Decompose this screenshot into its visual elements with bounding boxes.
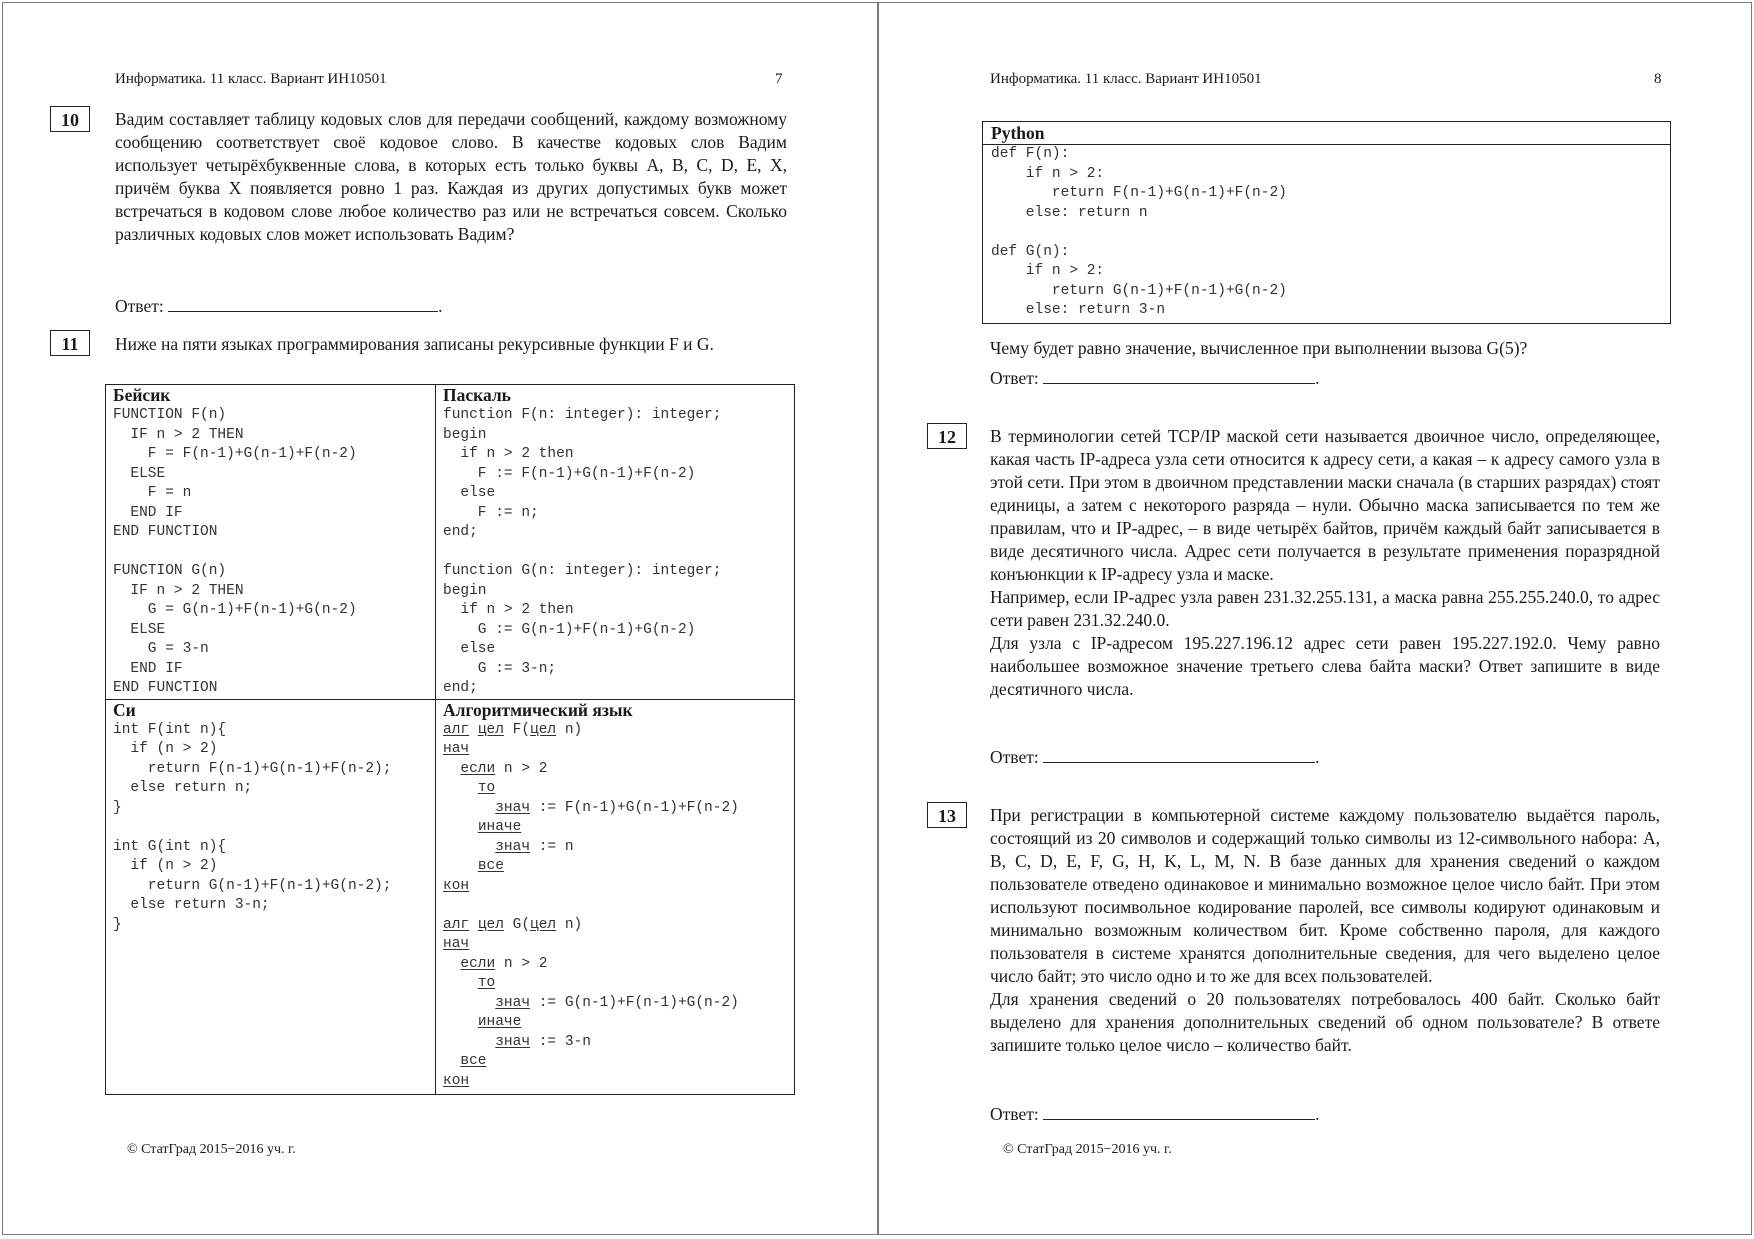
code-table	[105, 384, 795, 1095]
answer-line-11: Ответ: .	[990, 368, 1320, 388]
algo-code: алг цел F(цел n) нач если n > 2 то знач := F(n-1)+G(n-1)+F(n-2) иначе знач := n все кон алг цел G(цел n) нач если n > 2 то знач := G(n-1)+F(n-1)+G(n-2) иначе знач := 3-n все кон	[443, 721, 739, 1089]
algo-cell	[436, 699, 795, 1094]
answer-blank-11[interactable]	[1043, 367, 1315, 384]
answer-blank-10[interactable]	[168, 295, 438, 312]
c-code: int F(int n){ if (n > 2) return F(n-1)+G(n-1)+F(n-2); else return n; } int G(int n){ if (n > 2) return G(n-1)+F(n-1)+G(n-2); else return 3-n; }	[113, 721, 392, 933]
algo-title: Алгоритмический язык	[443, 699, 633, 720]
question-13-text	[990, 804, 1660, 1057]
answer-label: Ответ:	[990, 747, 1039, 767]
question-12-example: Например, если IP-адрес узла равен 231.32.255.131, а маска равна 255.255.240.0, то адрес сети равен 231.32.240.0.	[990, 587, 1660, 630]
basic-title: Бейсик	[113, 385, 171, 405]
question-10-text: Вадим составляет таблицу кодовых слов для передачи сообщений, каждому возможному сообщению соответствует своё кодовое слово. В качестве кодовых слов Вадим использует четырёхбуквенные слова, в которых есть только буквы A, B, C, D, E, X, причём буква X появляется ровно 1 раз. Каждая из других допустимых букв может встречаться в кодовом слове любое количество раз или не встречаться совсем. Сколько различных кодовых слов может использовать Вадим?	[115, 109, 787, 244]
question-number-13: 13	[927, 802, 967, 828]
python-code-box	[982, 121, 1671, 324]
question-12-text	[990, 425, 1660, 701]
answer-line-12: Ответ: .	[990, 747, 1320, 767]
question-number-12: 12	[927, 423, 967, 449]
page-footer: © СтатГрад 2015−2016 уч. г.	[1003, 1142, 1172, 1157]
left-page	[2, 2, 878, 1235]
page-footer: © СтатГрад 2015−2016 уч. г.	[127, 1142, 296, 1157]
question-number-11: 11	[50, 330, 90, 356]
question-13-paragraph: При регистрации в компьютерной системе каждому пользователю выдаётся пароль, состоящий из 20 символов и содержащий только символы из 12-символьного набора: A, B, C, D, E, F, G, H, K, L, M, N. В базе данных для хранения сведений о каждом пользователе отведено одинаковое и минимально возможное целое число байт. При этом используют посимвольное кодирование паролей, все символы кодируют одинаковым и минимально возможным количеством бит. Кроме собственно пароля, для каждого пользователя в системе хранятся дополнительные сведения, для чего выделено целое число байт; это число одно и то же для всех пользователей.	[990, 805, 1660, 986]
python-title: Python	[983, 122, 1670, 145]
answer-line-10: Ответ: .	[115, 296, 443, 316]
pascal-title: Паскаль	[443, 385, 511, 405]
pascal-code: function F(n: integer): integer; begin if n > 2 then F := F(n-1)+G(n-1)+F(n-2) else F := n; end; function G(n: integer): integer; begin if n > 2 then G := G(n-1)+F(n-1)+G(n-2) else G := 3-n; end;	[443, 407, 722, 696]
page-header-title: Информатика. 11 класс. Вариант ИН10501	[990, 71, 1262, 87]
question-11-intro: Ниже на пяти языках программирования записаны рекурсивные функции F и G.	[115, 334, 714, 354]
answer-line-13: Ответ: .	[990, 1104, 1320, 1124]
question-12-paragraph: В терминологии сетей TCP/IP маской сети называется двоичное число, определяющее, какая часть IP-адреса узла сети относится к адресу сети, а какая – к адресу самого узла в этой сети. При этом в двоичном представлении маски сначала (в старших разрядах) стоят единицы, а затем с некоторого разряда – нули. Обычно маска записывается по тем же правилам, что и IP-адрес, – в виде четырёх байтов, причём каждый байт записывается в виде десятичного числа. Адрес сети получается в результате применения поразрядной конъюнкции к IP-адресу узла и маске.	[990, 426, 1660, 584]
question-13-question: Для хранения сведений о 20 пользователях потребовалось 400 байт. Сколько байт выделено для хранения дополнительных сведений об одном пользователе? В ответе запишите только целое число – количество байт.	[990, 989, 1660, 1055]
page-number: 8	[1654, 71, 1662, 87]
c-title: Си	[113, 699, 136, 720]
question-12-question: Для узла с IP-адресом 195.227.196.12 адрес сети равен 195.227.192.0. Чему равно наибольшее возможное значение третьего слева байта маски? Ответ запишите в виде десятичного числа.	[990, 633, 1660, 699]
page-header-title: Информатика. 11 класс. Вариант ИН10501	[115, 71, 387, 87]
question-11-prompt: Чему будет равно значение, вычисленное при выполнении вызова G(5)?	[990, 338, 1528, 358]
c-cell	[106, 699, 436, 1094]
answer-blank-13[interactable]	[1043, 1103, 1315, 1120]
page-number: 7	[775, 71, 783, 87]
basic-cell	[106, 385, 436, 700]
pascal-cell	[436, 385, 795, 700]
basic-code: FUNCTION F(n) IF n > 2 THEN F = F(n-1)+G(n-1)+F(n-2) ELSE F = n END IF END FUNCTION FUNCTION G(n) IF n > 2 THEN G = G(n-1)+F(n-1)+G(n-2) ELSE G = 3-n END IF END FUNCTION	[113, 407, 357, 696]
python-code: def F(n): if n > 2: return F(n-1)+G(n-1)+F(n-2) else: return n def G(n): if n > 2: return G(n-1)+F(n-1)+G(n-2) else: return 3-n	[991, 146, 1287, 318]
answer-blank-12[interactable]	[1043, 746, 1315, 763]
answer-label: Ответ:	[990, 1104, 1039, 1124]
answer-label: Ответ:	[990, 368, 1039, 388]
answer-label: Ответ:	[115, 296, 164, 316]
question-number-10: 10	[50, 106, 90, 132]
right-page	[878, 2, 1752, 1235]
